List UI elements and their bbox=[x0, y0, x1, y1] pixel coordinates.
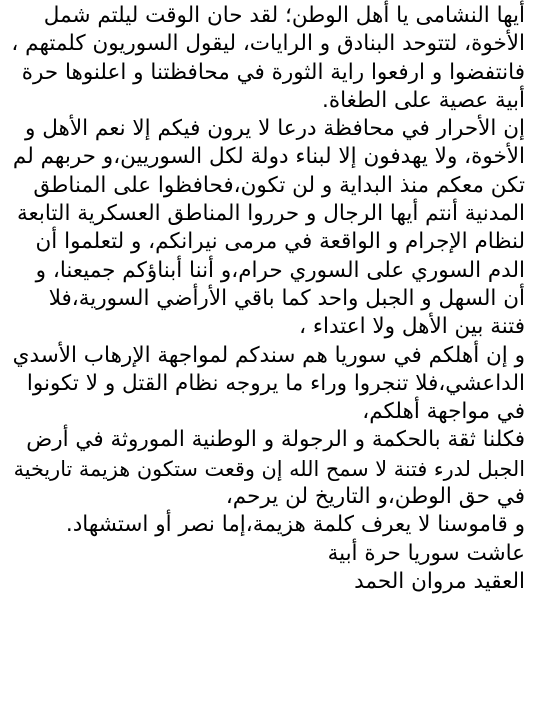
text-line: الجبل لدرء فتنة لا سمح الله إن وقعت ستكون هزيمة تاريخية bbox=[13, 456, 525, 481]
text-line: لنظام الإجرام و الواقعة في مرمى نيرانكم، و لتعلموا أن bbox=[35, 229, 525, 255]
text-line: الأخوة، لتتوحد البنادق و الرايات، ليقول السوريون كلمتهم ، bbox=[11, 31, 525, 57]
text-line: فانتفضوا و ارفعوا راية الثورة في محافظتنا و اعلنوها حرة bbox=[21, 59, 525, 85]
text-line: فكلنا ثقة بالحكمة و الرجولة و الوطنية الموروثة في أرض bbox=[26, 427, 525, 453]
text-line: المدنية أنتم أيها الرجال و حرروا المناطق العسكرية التابعة bbox=[16, 201, 525, 227]
text-line: فتنة بين الأهل ولا اعتداء ، bbox=[299, 314, 525, 340]
statement-text bbox=[10, 2, 525, 596]
text-line: الأخوة، ولا يهدفون إلا لبناء دولة لكل السوريين،و حربهم لم bbox=[12, 144, 525, 170]
text-line: في حق الوطن،و التاريخ لن يرحم، bbox=[225, 484, 525, 510]
text-line: إن الأحرار في محافظة درعا لا يرون فيكم إلا نعم الأهل و bbox=[25, 116, 525, 142]
text-line: الداعشي،فلا تنجروا وراء ما يروجه نظام القتل و لا تكونوا bbox=[26, 370, 525, 396]
text-line: أبية عصية على الطغاة. bbox=[321, 87, 525, 113]
text-line: أن السهل و الجبل واحد كما باقي الأرأضي السورية،فلا bbox=[48, 285, 525, 311]
text-line: و قاموسنا لا يعرف كلمة هزيمة،إما نصر أو استشهاد. bbox=[65, 512, 525, 538]
text-line: أيها النشامى يا أهل الوطن؛ لقد حان الوقت ليلتم شمل bbox=[43, 3, 525, 28]
text-line: الدم السوري على السوري حرام،و أننا أبناؤكم جميعنا، و bbox=[35, 257, 525, 283]
signature-line: العقيد مروان الحمد bbox=[354, 568, 525, 594]
text-line: تكن معكم منذ البداية و لن تكون،فحافظوا على المناطق bbox=[33, 172, 525, 198]
text-line: و إن أهلكم في سوريا هم سندكم لمواجهة الإرهاب الأسدي bbox=[12, 342, 525, 368]
text-line: في مواجهة أهلكم، bbox=[362, 399, 525, 425]
closing-line: عاشت سوريا حرة أبية bbox=[327, 540, 525, 566]
